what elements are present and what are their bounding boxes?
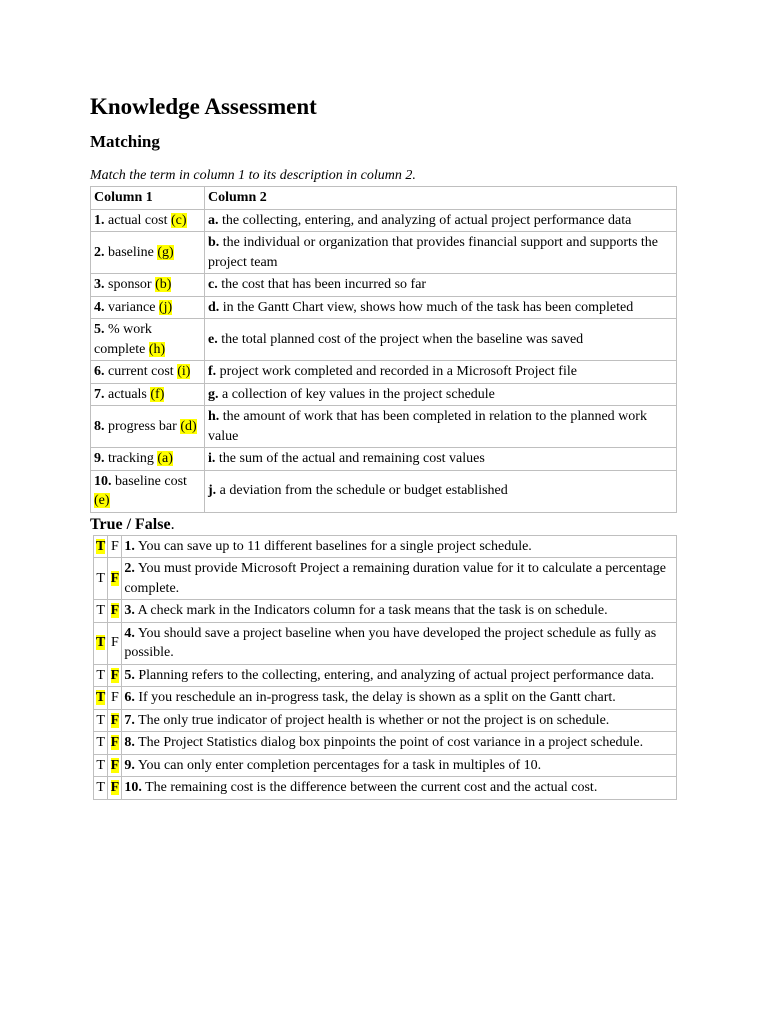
term-text: actual cost — [108, 212, 168, 228]
term-number: 7. — [94, 386, 105, 402]
answer-highlight: (b) — [155, 277, 172, 292]
false-option: F — [108, 687, 122, 710]
description-letter: f. — [208, 364, 217, 379]
column-1-header: Column 1 — [94, 190, 153, 205]
question-text: You should save a project baseline when you have developed the project schedule as fully as possible. — [124, 625, 657, 660]
truefalse-table — [93, 535, 677, 800]
term-number: 9. — [94, 451, 105, 466]
truefalse-row — [94, 754, 677, 777]
term-number: 1. — [94, 212, 105, 228]
matching-row — [91, 319, 677, 361]
truefalse-row — [94, 687, 677, 710]
description-letter: g. — [208, 386, 219, 402]
question-text: Planning refers to the collecting, entering, and analyzing of actual project performance data. — [138, 667, 655, 683]
true-option: T — [94, 600, 108, 623]
term-number: 8. — [94, 418, 105, 434]
term-number: 10. — [94, 473, 112, 489]
answer-highlight: (j) — [158, 299, 173, 315]
truefalse-row — [94, 558, 677, 600]
true-option: T — [94, 664, 108, 687]
term-number: 6. — [94, 364, 105, 379]
matching-header-row — [91, 187, 677, 210]
question-number: 6. — [124, 690, 135, 705]
term-text: current cost — [108, 364, 174, 379]
matching-row — [91, 296, 677, 319]
term-text: % work complete — [94, 322, 152, 357]
question-text: The remaining cost is the difference between the current cost and the actual cost. — [145, 780, 598, 795]
matching-row — [91, 274, 677, 297]
description-letter: h. — [208, 409, 220, 424]
matching-table — [90, 186, 677, 513]
question-number: 5. — [124, 667, 135, 683]
false-option: F — [108, 754, 122, 777]
answer-highlight: (d) — [180, 418, 197, 434]
answer-highlight: (e) — [94, 493, 110, 508]
description-letter: a. — [208, 212, 219, 228]
description-text: the total planned cost of the project when the baseline was saved — [221, 331, 584, 347]
true-option: T — [94, 777, 108, 800]
page-title: Knowledge Assessment — [90, 94, 317, 119]
document-page — [90, 92, 677, 800]
term-text: actuals — [108, 386, 147, 402]
description-text: the collecting, entering, and analyzing of actual project performance data — [222, 212, 632, 228]
question-number: 4. — [124, 625, 135, 641]
question-number: 10. — [124, 780, 142, 795]
truefalse-row — [94, 664, 677, 687]
answer-highlight: (g) — [157, 244, 174, 260]
question-number: 3. — [124, 603, 135, 618]
matching-row — [91, 406, 677, 448]
description-text: the individual or organization that provides financial support and supports the project team — [208, 235, 658, 270]
truefalse-row — [94, 732, 677, 755]
question-number: 9. — [124, 757, 135, 773]
description-letter: j. — [208, 483, 217, 499]
matching-row — [91, 448, 677, 471]
truefalse-row — [94, 600, 677, 623]
question-text: The Project Statistics dialog box pinpoints the point of cost variance in a project schedule. — [138, 735, 644, 750]
term-text: baseline — [108, 244, 154, 260]
true-option: T — [94, 754, 108, 777]
truefalse-heading: True / False. — [90, 515, 175, 533]
truefalse-row — [94, 709, 677, 732]
description-text: the amount of work that has been completed in relation to the planned work value — [208, 409, 647, 444]
question-number: 2. — [124, 561, 135, 576]
question-number: 8. — [124, 735, 135, 750]
column-2-header: Column 2 — [208, 190, 267, 205]
matching-row — [91, 470, 677, 512]
term-text: variance — [108, 299, 156, 315]
description-text: the cost that has been incurred so far — [221, 277, 427, 292]
matching-instruction: Match the term in column 1 to its description in column 2. — [90, 168, 416, 183]
true-option: T — [94, 732, 108, 755]
description-letter: b. — [208, 235, 220, 250]
true-option: T — [94, 622, 108, 664]
term-number: 3. — [94, 277, 105, 292]
answer-highlight: (i) — [177, 364, 191, 379]
false-option: F — [108, 664, 122, 687]
false-option: F — [108, 558, 122, 600]
description-text: in the Gantt Chart view, shows how much of the task has been completed — [222, 299, 634, 315]
question-text: You can save up to 11 different baselines for a single project schedule. — [137, 538, 532, 554]
true-option: T — [94, 687, 108, 710]
answer-highlight: (a) — [157, 451, 173, 466]
description-letter: c. — [208, 277, 218, 292]
question-text: You must provide Microsoft Project a remaining duration value for it to calculate a percentage complete. — [124, 561, 666, 596]
false-option: F — [108, 709, 122, 732]
false-option: F — [108, 732, 122, 755]
description-text: a collection of key values in the project schedule — [222, 386, 495, 402]
description-letter: e. — [208, 331, 218, 347]
truefalse-row — [94, 777, 677, 800]
answer-highlight: (h) — [148, 341, 166, 357]
matching-row — [91, 361, 677, 384]
question-text: A check mark in the Indicators column for a task means that the task is on schedule. — [137, 603, 608, 618]
term-number: 5. — [94, 322, 105, 337]
truefalse-row — [94, 622, 677, 664]
false-option: F — [108, 535, 122, 558]
false-option: F — [108, 777, 122, 800]
matching-heading: Matching — [90, 132, 160, 151]
term-number: 2. — [94, 244, 105, 260]
question-text: If you reschedule an in-progress task, the delay is shown as a split on the Gantt chart. — [138, 690, 616, 705]
term-number: 4. — [94, 299, 105, 315]
description-text: the sum of the actual and remaining cost values — [218, 451, 485, 466]
question-text: You can only enter completion percentages for a task in multiples of 10. — [137, 757, 542, 773]
false-option: F — [108, 600, 122, 623]
true-option: T — [94, 709, 108, 732]
description-text: project work completed and recorded in a Microsoft Project file — [219, 364, 577, 379]
matching-row — [91, 209, 677, 232]
question-number: 7. — [124, 712, 135, 728]
description-letter: i. — [208, 451, 216, 466]
truefalse-row — [94, 535, 677, 558]
answer-highlight: (c) — [170, 212, 187, 228]
question-text: The only true indicator of project health is whether or not the project is on schedule. — [138, 712, 610, 728]
term-text: progress bar — [108, 418, 177, 434]
true-option: T — [94, 558, 108, 600]
term-text: baseline cost — [115, 473, 187, 489]
description-text: a deviation from the schedule or budget established — [219, 483, 508, 499]
matching-row — [91, 232, 677, 274]
answer-highlight: (f) — [150, 386, 165, 402]
description-letter: d. — [208, 299, 220, 315]
term-text: sponsor — [108, 277, 152, 292]
false-option: F — [108, 622, 122, 664]
true-option: T — [94, 535, 108, 558]
matching-row — [91, 383, 677, 406]
question-number: 1. — [124, 538, 135, 554]
term-text: tracking — [108, 451, 154, 466]
